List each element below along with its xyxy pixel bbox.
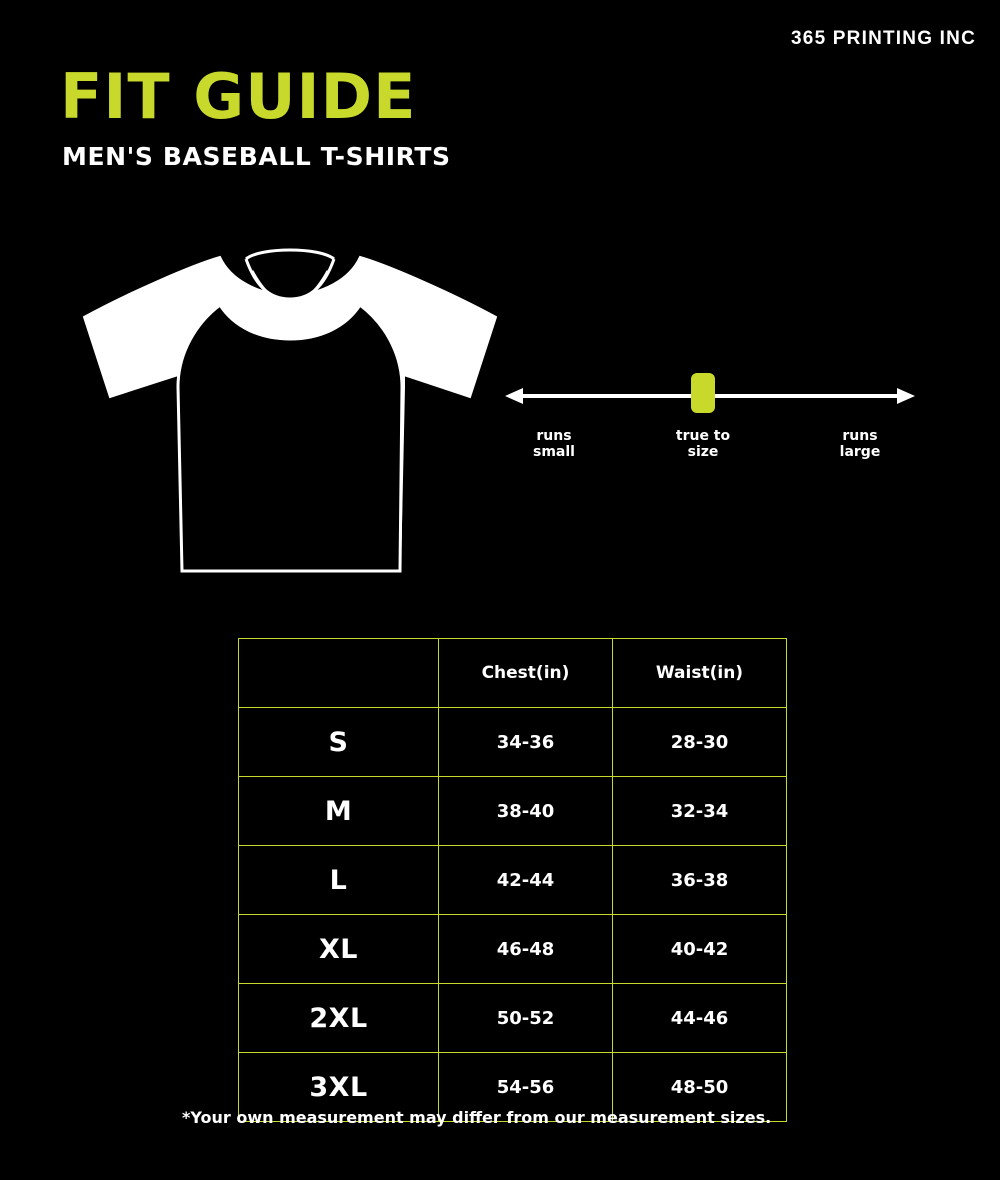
table-header-size: [239, 639, 439, 708]
fit-scale-label-runs-large-line2: large: [839, 444, 881, 460]
table-header-chest: Chest(in): [439, 639, 613, 708]
cell-waist: 48-50: [613, 1053, 787, 1122]
brand-logo-text: 365 PRINTING INC: [791, 28, 976, 49]
table-row: [239, 846, 787, 915]
tshirt-illustration: [70, 235, 510, 580]
page-title: FIT GUIDE: [60, 60, 417, 133]
fit-scale-label-true-to-size-line2: size: [687, 444, 719, 460]
cell-size: M: [239, 777, 439, 846]
cell-chest: 46-48: [439, 915, 613, 984]
cell-chest: 38-40: [439, 777, 613, 846]
page-subtitle: MEN'S BASEBALL T-SHIRTS: [62, 142, 451, 171]
fit-scale-label-runs-large: [805, 428, 915, 460]
fit-scale: [505, 360, 915, 470]
cell-size: 2XL: [239, 984, 439, 1053]
cell-waist: 28-30: [613, 708, 787, 777]
cell-chest: 50-52: [439, 984, 613, 1053]
table-header-waist: Waist(in): [613, 639, 787, 708]
fit-scale-label-runs-large-line1: runs: [842, 428, 878, 444]
table-row: [239, 984, 787, 1053]
table-row: [239, 777, 787, 846]
footnote-text: *Your own measurement may differ from our measurement sizes.: [182, 1108, 772, 1127]
cell-chest: 54-56: [439, 1053, 613, 1122]
table-row: [239, 915, 787, 984]
cell-size: S: [239, 708, 439, 777]
table-header-row: [239, 639, 787, 708]
cell-size: 3XL: [239, 1053, 439, 1122]
fit-scale-label-true-to-size-line1: true to: [675, 428, 731, 444]
cell-size: XL: [239, 915, 439, 984]
fit-scale-marker: [691, 373, 715, 413]
cell-waist: 36-38: [613, 846, 787, 915]
fit-scale-label-runs-small-line1: runs: [536, 428, 572, 444]
cell-size: L: [239, 846, 439, 915]
fit-scale-label-true-to-size: [648, 428, 758, 460]
cell-waist: 44-46: [613, 984, 787, 1053]
fit-scale-label-runs-small-line2: small: [533, 444, 575, 460]
cell-chest: 42-44: [439, 846, 613, 915]
cell-waist: 40-42: [613, 915, 787, 984]
size-chart-table: [238, 638, 787, 1122]
cell-waist: 32-34: [613, 777, 787, 846]
cell-chest: 34-36: [439, 708, 613, 777]
fit-scale-label-runs-small: [499, 428, 609, 460]
table-row: [239, 708, 787, 777]
